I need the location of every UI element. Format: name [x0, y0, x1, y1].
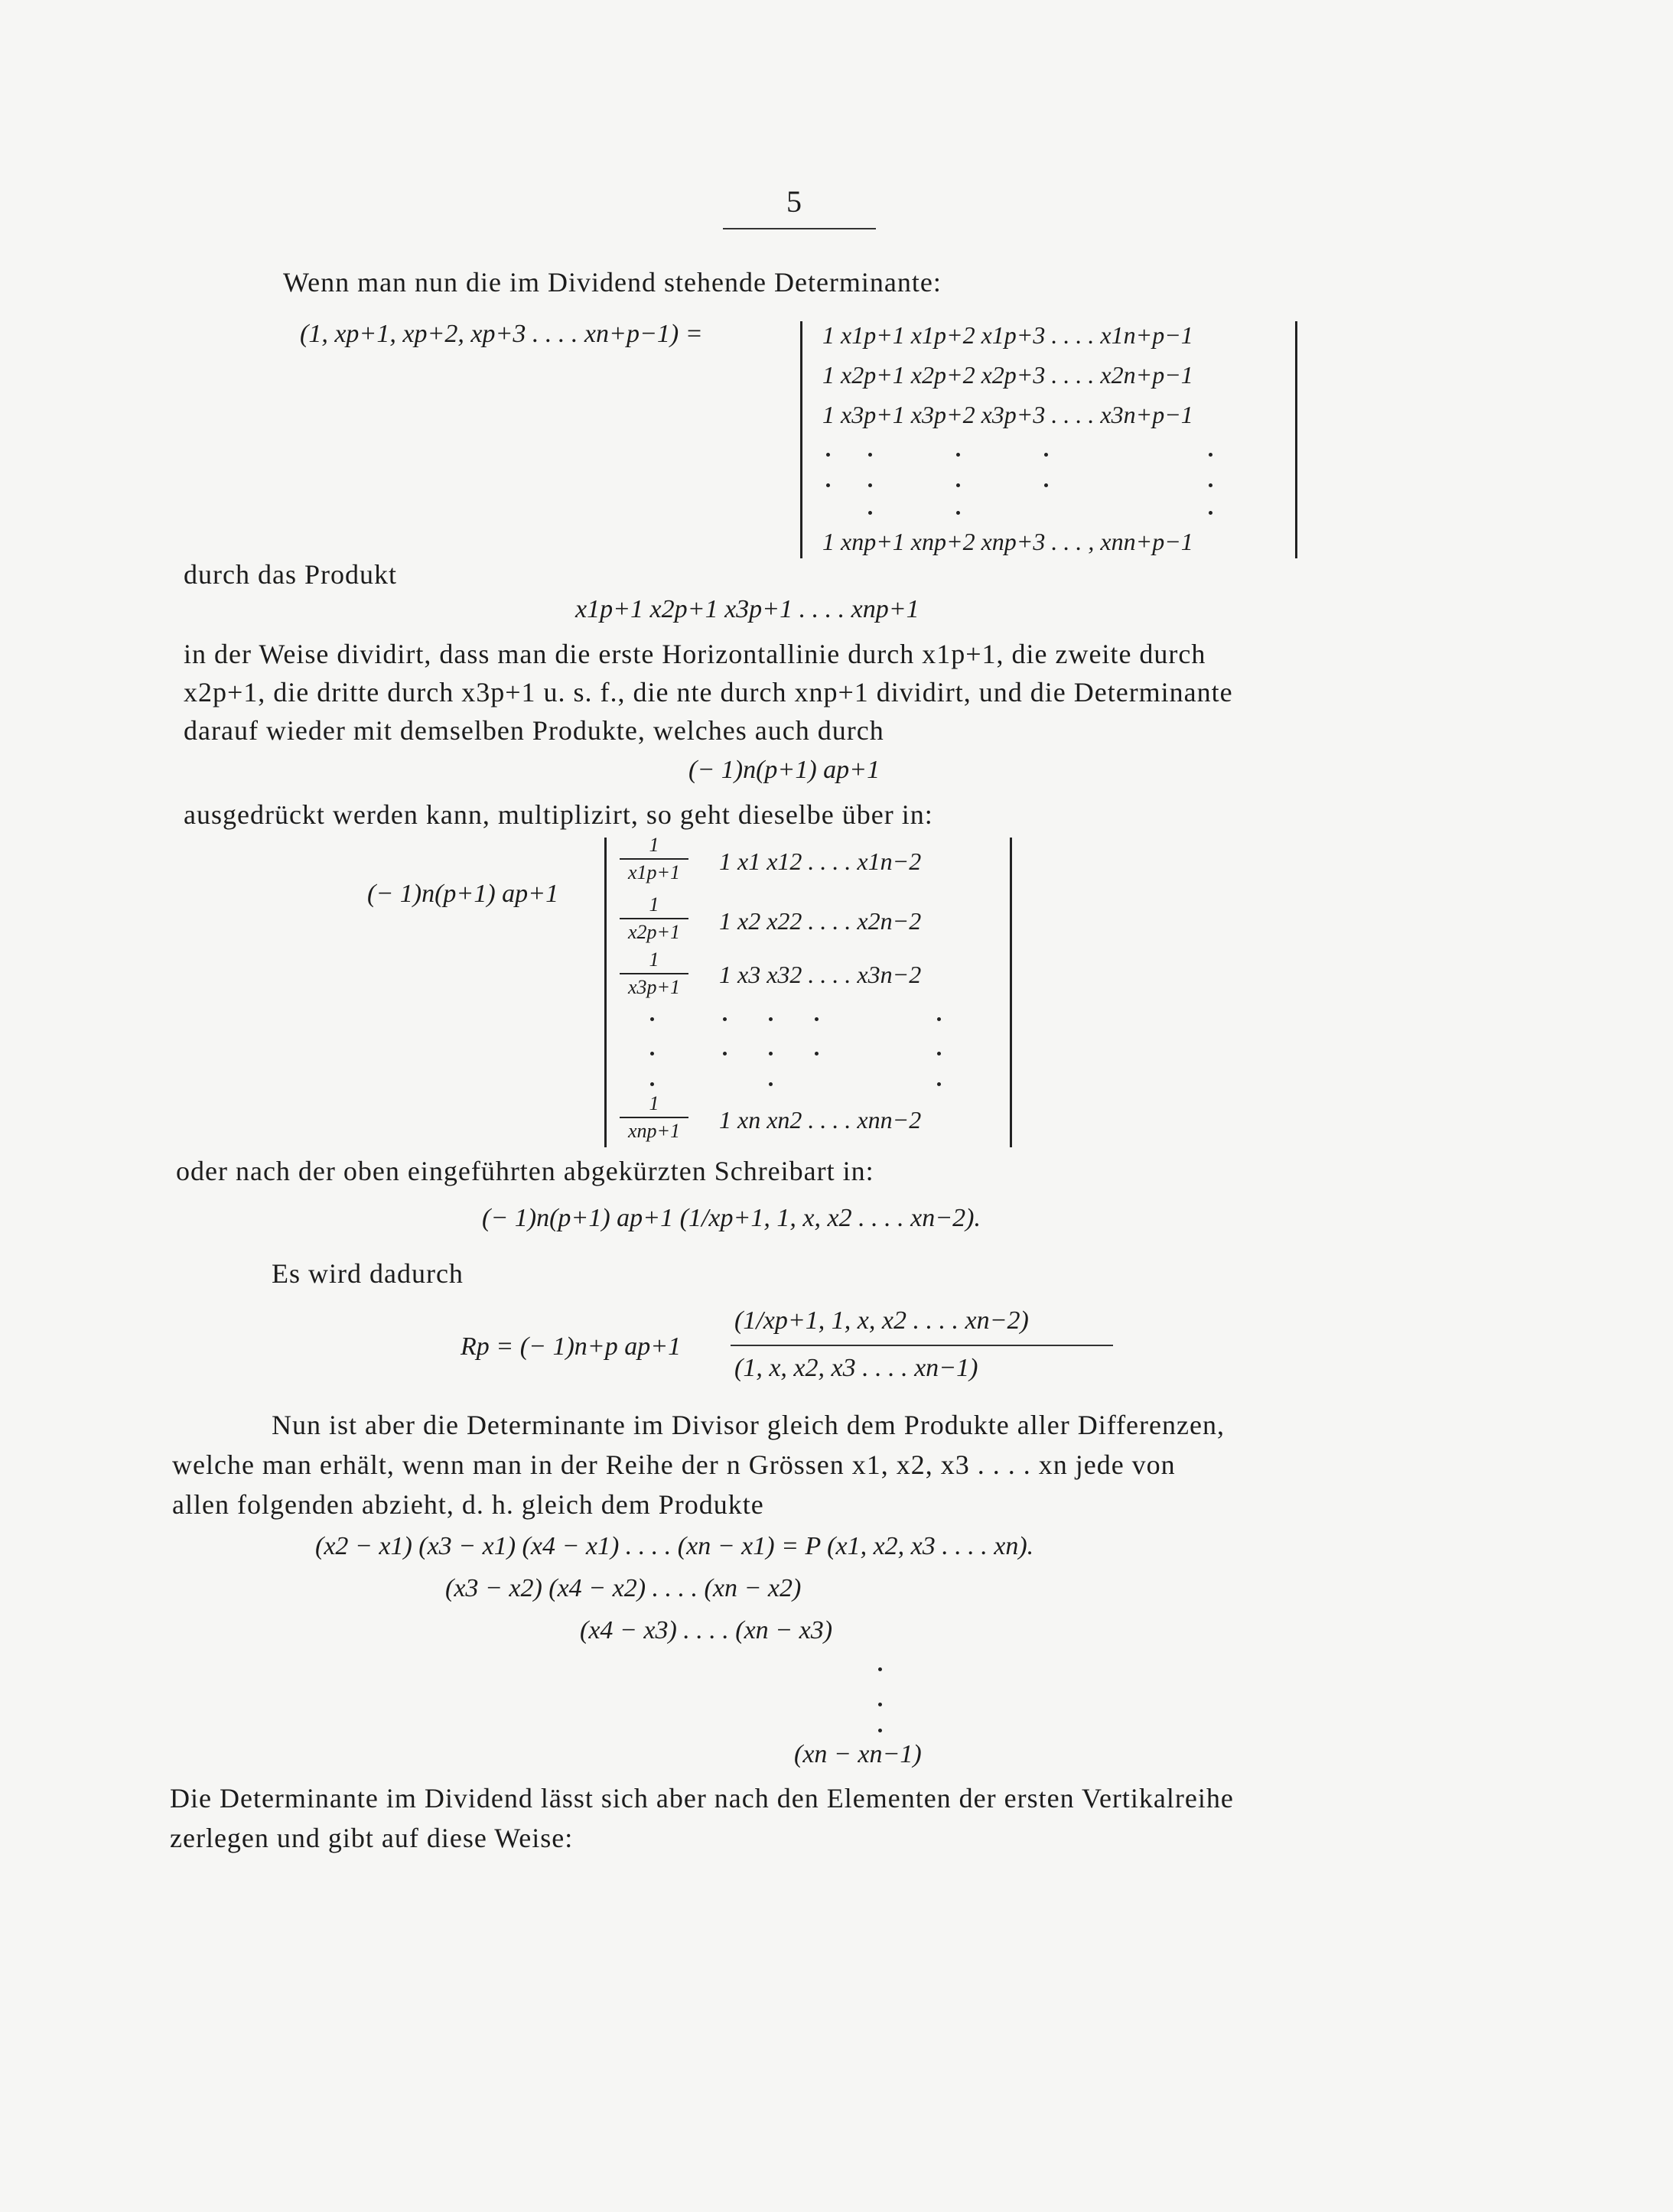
factor-formula: (− 1)n(p+1) ap+1	[688, 756, 880, 784]
product-row-4: (xn − xn−1)	[794, 1740, 922, 1768]
det2-fraction	[620, 1092, 688, 1143]
fraction-denominator: xnp+1	[627, 1120, 681, 1142]
fraction-line	[620, 1117, 688, 1118]
ellipsis-dot	[723, 1017, 727, 1021]
ellipsis-dot	[878, 1703, 882, 1706]
rp-numerator: (1/xp+1, 1, x, x2 . . . . xn−2)	[734, 1306, 1029, 1335]
text-line-11: Die Determinante im Dividend lässt sich aber nach den Elementen der ersten Vertikalreihe	[170, 1783, 1234, 1814]
page-number: 5	[786, 184, 802, 219]
ellipsis-dot	[1209, 483, 1212, 487]
fraction-denominator: x3p+1	[627, 976, 681, 998]
fraction-numerator: 1	[649, 1092, 659, 1114]
det2-row: 1 x3 x32 . . . . x3n−2	[719, 961, 922, 988]
text-line-9: welche man erhält, wenn man in der Reihe der n Grössen x1, x2, x3 . . . . xn jede von	[172, 1449, 1176, 1480]
ellipsis-dot	[937, 1052, 941, 1056]
fraction-numerator: 1	[649, 893, 659, 916]
det2-row: 1 x2 x22 . . . . x2n−2	[719, 907, 922, 935]
text-line-8: Nun ist aber die Determinante im Divisor gleich dem Produkte aller Differenzen,	[272, 1410, 1225, 1440]
text-line-10: allen folgenden abzieht, d. h. gleich dem Produkte	[172, 1489, 764, 1520]
det2-fraction	[620, 948, 688, 999]
fraction-numerator: 1	[649, 834, 659, 856]
short-notation-formula: (− 1)n(p+1) ap+1 (1/xp+1, 1, x, x2 . . . . xn−2).	[482, 1204, 981, 1232]
produkt-formula: x1p+1 x2p+1 x3p+1 . . . . xnp+1	[575, 595, 919, 623]
fraction-line	[620, 918, 688, 919]
ellipsis-dot	[1044, 483, 1048, 487]
product-row-2: (x3 − x2) (x4 − x2) . . . . (xn − x2)	[445, 1574, 802, 1602]
ellipsis-dot	[1209, 453, 1212, 457]
ellipsis-dot	[937, 1017, 941, 1021]
ellipsis-dot	[650, 1017, 654, 1021]
ellipsis-dot	[1044, 453, 1048, 457]
ellipsis-dot	[868, 511, 872, 515]
fraction-denominator: x2p+1	[627, 921, 681, 943]
text-line-4: darauf wieder mit demselben Produkte, welches auch durch	[184, 715, 884, 746]
ellipsis-dot	[878, 1729, 882, 1732]
rp-fraction-line	[731, 1345, 1113, 1346]
ellipsis-dot	[868, 453, 872, 457]
det1-row: 1 x3p+1 x3p+2 x3p+3 . . . . x3n+p−1	[822, 401, 1193, 428]
det2-right-bar	[1010, 838, 1012, 1147]
det2-fraction	[620, 893, 688, 944]
rp-denominator: (1, x, x2, x3 . . . . xn−1)	[734, 1354, 978, 1382]
fraction-line	[620, 858, 688, 860]
ellipsis-dot	[650, 1082, 654, 1086]
ellipsis-dot	[650, 1052, 654, 1056]
det1-row: 1 x1p+1 x1p+2 x1p+3 . . . . x1n+p−1	[822, 321, 1193, 349]
det1-row: 1 xnp+1 xnp+2 xnp+3 . . . , xnn+p−1	[822, 528, 1193, 555]
ellipsis-dot	[878, 1667, 882, 1671]
ellipsis-dot	[723, 1052, 727, 1056]
ellipsis-dot	[868, 483, 872, 487]
header-rule	[723, 228, 876, 229]
det2-row: 1 xn xn2 . . . . xnn−2	[719, 1106, 922, 1134]
text-durch-produkt: durch das Produkt	[184, 559, 397, 590]
det1-left-bar	[800, 321, 802, 558]
text-line-7: Es wird dadurch	[272, 1258, 464, 1289]
ellipsis-dot	[956, 453, 960, 457]
det2-row: 1 x1 x12 . . . . x1n−2	[719, 847, 922, 875]
ellipsis-dot	[769, 1017, 773, 1021]
ellipsis-dot	[956, 511, 960, 515]
det2-left-bar	[604, 838, 607, 1147]
product-row-3: (x4 − x3) . . . . (xn − x3)	[580, 1616, 833, 1644]
ellipsis-dot	[937, 1082, 941, 1086]
text-line-5: ausgedrückt werden kann, multiplizirt, so geht dieselbe über in:	[184, 799, 933, 830]
ellipsis-dot	[769, 1082, 773, 1086]
det1-row: 1 x2p+1 x2p+2 x2p+3 . . . . x2n+p−1	[822, 361, 1193, 389]
text-line-6: oder nach der oben eingeführten abgekürzten Schreibart in:	[176, 1156, 874, 1186]
text-line-2: in der Weise dividirt, dass man die erste Horizontallinie durch x1p+1, die zweite durch	[184, 639, 1206, 669]
fraction-line	[620, 973, 688, 974]
ellipsis-dot	[956, 483, 960, 487]
fraction-denominator: x1p+1	[627, 861, 681, 883]
ellipsis-dot	[1209, 511, 1212, 515]
text-line-1: Wenn man nun die im Dividend stehende Determinante:	[283, 267, 942, 298]
text-line-3: x2p+1, die dritte durch x3p+1 u. s. f., die nte durch xnp+1 dividirt, und die Determinante	[184, 677, 1233, 708]
fraction-numerator: 1	[649, 948, 659, 971]
rp-lhs: Rp = (− 1)n+p ap+1	[461, 1332, 682, 1361]
product-row-1: (x2 − x1) (x3 − x1) (x4 − x1) . . . . (xn − x1) = P (x1, x2, x3 . . . . xn).	[315, 1532, 1034, 1560]
ellipsis-dot	[769, 1052, 773, 1056]
vector-equation: (1, xp+1, xp+2, xp+3 . . . . xn+p−1) =	[300, 320, 703, 348]
ellipsis-dot	[826, 483, 830, 487]
ellipsis-dot	[815, 1017, 819, 1021]
det1-right-bar	[1295, 321, 1297, 558]
text-line-12: zerlegen und gibt auf diese Weise:	[170, 1823, 574, 1853]
ellipsis-dot	[826, 453, 830, 457]
ellipsis-dot	[815, 1052, 819, 1056]
det2-fraction	[620, 834, 688, 884]
factor-formula-2: (− 1)n(p+1) ap+1	[367, 880, 559, 908]
